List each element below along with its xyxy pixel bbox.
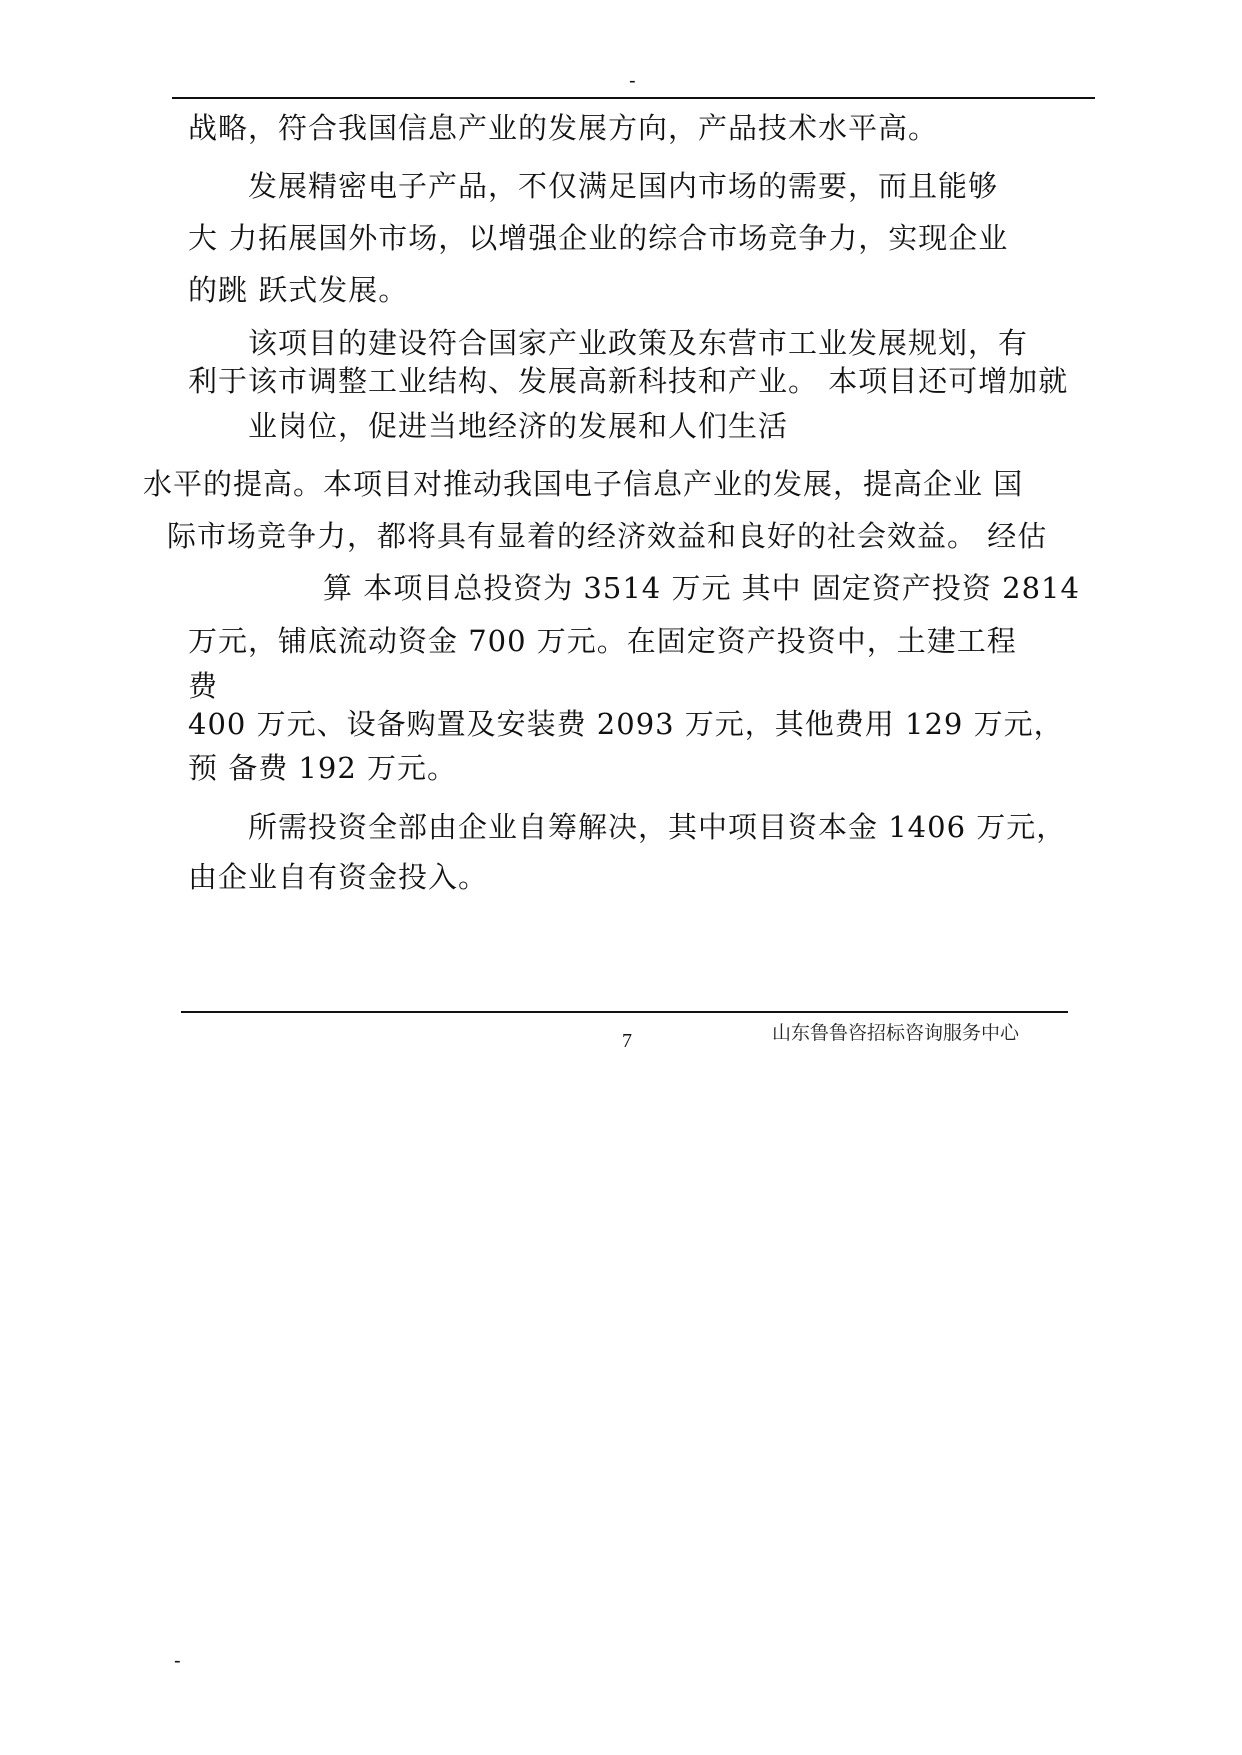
body-line: 水平的提高。本项目对推动我国电子信息产业的发展，提高企业 国	[143, 467, 1024, 501]
body-line: 400 万元、设备购置及安装费 2093 万元，其他费用 129 万元，	[188, 707, 1064, 741]
footer-rule	[181, 1011, 1068, 1013]
body-line: 战略，符合我国信息产业的发展方向，产品技术水平高。	[188, 111, 939, 145]
body-line: 该项目的建设符合国家产业政策及东营市工业发展规划，有	[248, 326, 1029, 360]
body-line: 万元，铺底流动资金 700 万元。在固定资产投资中，土建工程	[188, 624, 1017, 658]
bottom-mark: -	[174, 1650, 181, 1672]
body-line: 大 力拓展国外市场，以增强企业的综合市场竞争力，实现企业	[188, 221, 1009, 255]
header-rule	[172, 97, 1095, 99]
body-line: 发展精密电子产品，不仅满足国内市场的需要，而且能够	[248, 169, 999, 203]
body-line: 所需投资全部由企业自筹解决，其中项目资本金 1406 万元，	[248, 810, 1067, 844]
body-line: 际市场竞争力，都将具有显着的经济效益和良好的社会效益。 经估	[167, 519, 1048, 553]
body-line: 的跳 跃式发展。	[188, 273, 409, 307]
body-line: 利于该市调整工业结构、发展高新科技和产业。 本项目还可增加就	[188, 364, 1069, 398]
body-line: 业岗位，促进当地经济的发展和人们生活	[248, 409, 789, 443]
body-line: 费	[188, 669, 219, 703]
body-line: 预 备费 192 万元。	[188, 751, 458, 785]
page-number: 7	[622, 1030, 632, 1052]
body-line: 由企业自有资金投入。	[188, 860, 489, 894]
body-line: 算 本项目总投资为 3514 万元 其中 固定资产投资 2814	[323, 571, 1080, 605]
footer-organization: 山东鲁鲁咨招标咨询服务中心	[772, 1022, 1020, 1044]
header-mark: -	[629, 70, 636, 92]
